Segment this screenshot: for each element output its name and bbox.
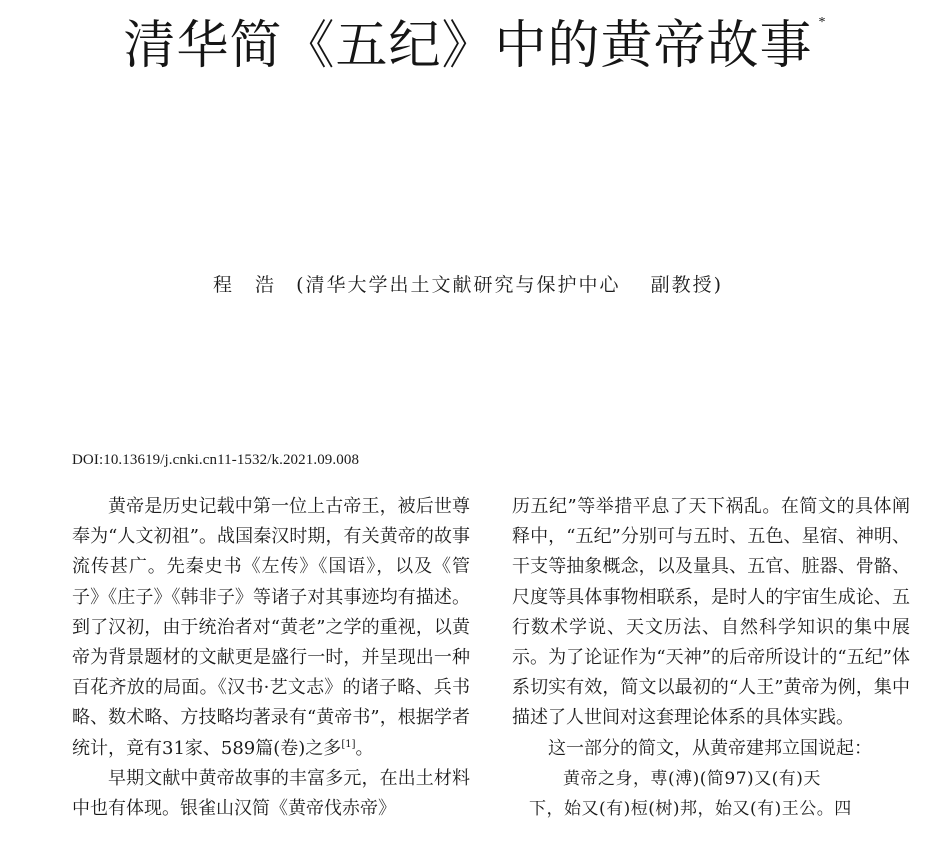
right-paragraph-2: 这一部分的简文，从黄帝建邦立国说起：: [548, 737, 872, 759]
citation-line-2: 下，始又(有)梪(树)邦，始又(有)王公。四: [529, 799, 852, 820]
author-position: 副教授): [650, 274, 723, 296]
doi: DOI:10.13619/j.cnki.cn11-1532/k.2021.09.008: [72, 452, 360, 468]
left-column: [72, 492, 470, 824]
left-paragraph-2: 早期文献中黄帝故事的丰富多元，在出土材料中也有体现。银雀山汉简《黄帝伐赤帝》: [72, 767, 470, 820]
title-block: [0, 8, 936, 84]
left-paragraph-1-text: 黄帝是历史记载中第一位上古帝王，被后世尊奉为“人文初祖”。战国秦汉时期，有关黄帝的故事流传甚广。先秦史书《左传》《国语》，以及《管子》《庄子》《韩非子》等诸子对其事迹均有描述。到了汉初，由于统治者对“黄老”之学的重视，以黄帝为背景题材的文献更是盛行一时，并呈现出一种百花齐放的局面。《汉书·艺文志》的诸子略、兵书略、数术略、方技略均著录有“黄帝书”，根据学者统计，竟有31家、589篇(卷)之多: [72, 496, 470, 759]
citation-line-1: 黄帝之身，尃(溥)(简97)又(有)天: [563, 768, 821, 789]
author-affiliation: (清华大学出土文献研究与保护中心: [296, 274, 621, 296]
right-paragraph-1: 历五纪”等举措平息了天下祸乱。在简文的具体阐释中，“五纪”分别可与五时、五色、星宿、神明、干支等抽象概念，以及量具、五官、脏器、骨骼、尺度等具体事物相联系，是时人的宇宙生成论、五行数术学说、天文历法、自然科学知识的集中展示。为了论证作为“天神”的后帝所设计的“五纪”体系切实有效，简文以最初的“人王”黄帝为例，集中描述了人世间对这套理论体系的具体实践。: [512, 496, 910, 729]
footnote-ref: [1]: [341, 738, 356, 750]
left-paragraph-1: [72, 492, 470, 764]
article-title-text: 清华简《五纪》中的黄帝故事: [123, 16, 813, 76]
author-name: 程 浩: [213, 274, 277, 296]
left-paragraph-1-end: 。: [355, 737, 374, 759]
right-column: [512, 492, 910, 824]
title-footnote-mark: *: [818, 15, 827, 30]
author-line: [0, 272, 936, 298]
article-title: [123, 8, 827, 84]
